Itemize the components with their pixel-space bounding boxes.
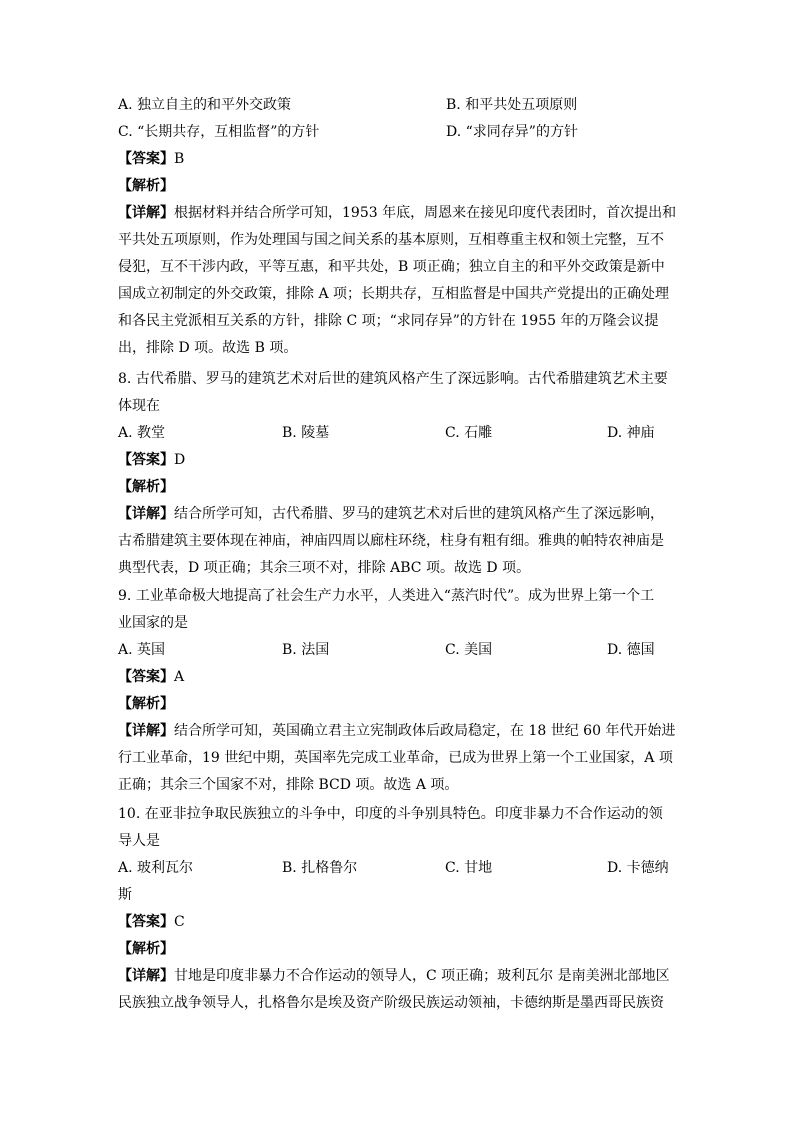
detail-text: 结合所学可知，古代希腊、罗马的建筑艺术对后世的建筑风格产生了深远影响， xyxy=(174,506,664,522)
q7-detail-line: 平共处五项原则，作为处理国与国之间关系的基本原则，互相尊重主权和领土完整，互不 xyxy=(118,232,664,248)
q7-option-c: C. “长期共存，互相监督”的方针 xyxy=(118,124,320,140)
detail-tag: 【详解】 xyxy=(118,723,174,739)
q9-detail-line: 正确；其余三个国家不对，排除 BCD 项。故选 A 项。 xyxy=(118,777,459,793)
q8-stem: 体现在 xyxy=(118,398,160,414)
q8-detail-line xyxy=(118,505,676,523)
q7-detail-line xyxy=(118,204,676,222)
detail-text: 根据材料并结合所学可知，1953 年底，周恩来在接见印度代表团时，首次提出和 xyxy=(174,205,677,221)
q10-detail-line xyxy=(118,967,676,985)
detail-tag: 【详解】 xyxy=(118,968,174,984)
answer-tag: 【答案】 xyxy=(118,914,174,930)
q7-detail-line: 出，排除 D 项。故选 B 项。 xyxy=(118,340,298,356)
answer-tag: 【答案】 xyxy=(118,669,174,685)
q10-answer xyxy=(118,913,676,931)
q8-answer xyxy=(118,451,676,469)
q10-option-a: A. 玻利瓦尔 xyxy=(118,860,194,876)
q9-answer xyxy=(118,668,676,686)
q9-option-b: B. 法国 xyxy=(282,642,330,658)
q9-stem: 业国家的是 xyxy=(118,615,188,631)
q10-option-b: B. 扎格鲁尔 xyxy=(282,860,358,876)
q10-option-d: D. 卡德纳 xyxy=(607,860,669,876)
q7-detail-line: 侵犯，互不干涉内政，平等互惠，和平共处，B 项正确；独立自主的和平外交政策是新中 xyxy=(118,259,665,275)
answer-value: A xyxy=(174,669,185,685)
q10-analysis-heading: 【解析】 xyxy=(118,941,174,957)
q7-option-a: A. 独立自主的和平外交政策 xyxy=(118,97,292,113)
q10-option-c: C. 甘地 xyxy=(445,860,493,876)
q7-option-b: B. 和平共处五项原则 xyxy=(446,97,578,113)
answer-value: C xyxy=(174,914,185,930)
q9-analysis-heading: 【解析】 xyxy=(118,696,174,712)
q10-detail-line: 民族独立战争领导人，扎格鲁尔是埃及资产阶级民族运动领袖，卡德纳斯是墨西哥民族资 xyxy=(118,995,664,1011)
q8-detail-line: 典型代表，D 项正确；其余三项不对，排除 ABC 项。故选 D 项。 xyxy=(118,560,531,576)
detail-text: 结合所学可知，英国确立君主立宪制政体后政局稳定，在 18 世纪 60 年代开始进 xyxy=(174,723,676,739)
detail-text: 甘地是印度非暴力不合作运动的领导人，C 项正确；玻利瓦尔 是南美洲北部地区 xyxy=(174,968,670,984)
q8-detail-line: 古希腊建筑主要体现在神庙，神庙四周以廊柱环绕，柱身有粗有细。雅典的帕特农神庙是 xyxy=(118,533,664,549)
q7-option-d: D. “求同存异”的方针 xyxy=(446,124,578,140)
q10-stem: 10. 在亚非拉争取民族独立的斗争中，印度的斗争别具特色。印度非暴力不合作运动的领 xyxy=(118,806,663,822)
answer-tag: 【答案】 xyxy=(118,452,174,468)
q9-option-d: D. 德国 xyxy=(607,642,655,658)
q10-stem: 导人是 xyxy=(118,833,160,849)
q8-option-c: C. 石雕 xyxy=(445,425,493,441)
answer-value: D xyxy=(174,452,186,468)
q7-detail-line: 和各民主党派相互关系的方针，排除 C 项；“求同存异”的方针在 1955 年的万隆会议提 xyxy=(118,313,659,329)
q9-detail-line: 行工业革命，19 世纪中期，英国率先完成工业革命，已成为世界上第一个工业国家，A 项 xyxy=(118,750,673,766)
q8-option-d: D. 神庙 xyxy=(607,425,655,441)
q8-stem: 8. 古代希腊、罗马的建筑艺术对后世的建筑风格产生了深远影响。古代希腊建筑艺术主要 xyxy=(118,371,668,387)
q8-analysis-heading: 【解析】 xyxy=(118,479,174,495)
q9-stem: 9. 工业革命极大地提高了社会生产力水平，人类进入“蒸汽时代”。成为世界上第一个工 xyxy=(118,588,655,604)
q7-detail-line: 国成立初制定的外交政策，排除 A 项；长期共存，互相监督是中国共产党提出的正确处理 xyxy=(118,286,670,302)
q10-option-wrap: 斯 xyxy=(118,887,132,903)
detail-tag: 【详解】 xyxy=(118,506,174,522)
q9-option-a: A. 英国 xyxy=(118,642,166,658)
q9-detail-line xyxy=(118,722,676,740)
q7-analysis-heading: 【解析】 xyxy=(118,178,174,194)
q7-answer xyxy=(118,150,676,168)
detail-tag: 【详解】 xyxy=(118,205,174,221)
q9-option-c: C. 美国 xyxy=(445,642,493,658)
q8-option-b: B. 陵墓 xyxy=(282,425,330,441)
answer-tag: 【答案】 xyxy=(118,151,174,167)
answer-value: B xyxy=(174,151,185,167)
q8-option-a: A. 教堂 xyxy=(118,425,166,441)
